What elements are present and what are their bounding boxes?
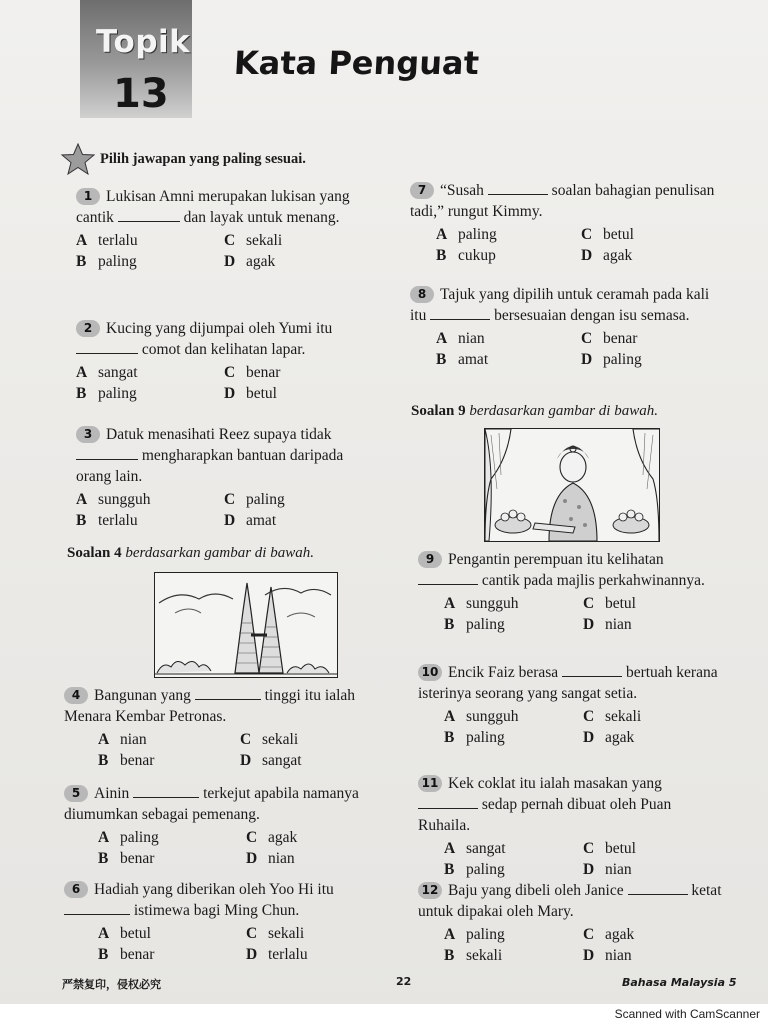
option-c[interactable]: C agak bbox=[246, 829, 298, 846]
option-d[interactable]: D betul bbox=[224, 385, 277, 402]
option-b[interactable]: B paling bbox=[444, 729, 505, 746]
question-4: 4 Bangunan yang tinggi itu ialah Menara Kembar Petronas. A nian C sekali B benar D sangat bbox=[64, 685, 382, 771]
question-5: 5 Ainin terkejut apabila namanya diumumkan sebagai pemenang. A paling C agak B benar D nian bbox=[64, 783, 394, 869]
option-b[interactable]: B paling bbox=[444, 616, 505, 633]
options bbox=[64, 923, 394, 965]
option-d[interactable]: D nian bbox=[583, 616, 632, 633]
question-number: 1 bbox=[76, 188, 100, 205]
option-a[interactable]: A paling bbox=[444, 926, 505, 943]
question-number: 11 bbox=[418, 775, 442, 792]
options bbox=[418, 593, 722, 635]
option-d[interactable]: D paling bbox=[581, 351, 642, 368]
options bbox=[76, 489, 372, 531]
options bbox=[64, 827, 394, 869]
option-a[interactable]: A paling bbox=[98, 829, 159, 846]
option-b[interactable]: B paling bbox=[444, 861, 505, 878]
question-11: 11 Kek coklat itu ialah masakan yang sedap pernah dibuat oleh Puan Ruhaila. A sangat C betul B paling D nian bbox=[418, 773, 722, 880]
answer-blank bbox=[430, 306, 490, 320]
answer-blank bbox=[562, 663, 622, 677]
option-a[interactable]: A terlalu bbox=[76, 232, 138, 249]
option-b[interactable]: B paling bbox=[76, 253, 137, 270]
option-a[interactable]: A sungguh bbox=[444, 708, 519, 725]
option-c[interactable]: C paling bbox=[224, 491, 285, 508]
option-d[interactable]: D amat bbox=[224, 512, 277, 529]
instruction-row bbox=[60, 143, 306, 175]
option-b[interactable]: B benar bbox=[98, 850, 155, 867]
soalan-9-heading: Soalan 9 berdasarkan gambar di bawah. bbox=[411, 403, 658, 419]
option-c[interactable]: C agak bbox=[583, 926, 635, 943]
question-number: 4 bbox=[64, 687, 88, 704]
question-number: 2 bbox=[76, 320, 100, 337]
option-c[interactable]: C sekali bbox=[240, 731, 299, 748]
option-b[interactable]: B amat bbox=[436, 351, 489, 368]
option-a[interactable]: A betul bbox=[98, 925, 151, 942]
question-number: 3 bbox=[76, 426, 100, 443]
answer-blank bbox=[628, 881, 688, 895]
option-c[interactable]: C betul bbox=[583, 595, 636, 612]
question-number: 8 bbox=[410, 286, 434, 303]
options bbox=[76, 362, 372, 404]
option-b[interactable]: B cukup bbox=[436, 247, 496, 264]
bride-illustration bbox=[484, 428, 660, 542]
option-d[interactable]: D sangat bbox=[240, 752, 302, 769]
option-d[interactable]: D nian bbox=[583, 947, 632, 964]
star-icon bbox=[60, 143, 96, 175]
page-number: 22 bbox=[396, 975, 412, 988]
question-8: 8 Tajuk yang dipilih untuk ceramah pada kali itu bersesuaian dengan isu semasa. A nian C benar B amat D paling bbox=[410, 284, 726, 370]
option-d[interactable]: D terlalu bbox=[246, 946, 308, 963]
option-c[interactable]: C benar bbox=[224, 364, 281, 381]
answer-blank bbox=[64, 901, 130, 915]
answer-blank bbox=[195, 686, 261, 700]
option-b[interactable]: B paling bbox=[76, 385, 137, 402]
book-title: Bahasa Malaysia 5 bbox=[622, 976, 737, 989]
option-a[interactable]: A sangat bbox=[444, 840, 506, 857]
question-2: 2 Kucing yang dijumpai oleh Yumi itu comot dan kelihatan lapar. A sangat C benar B paling D betul bbox=[76, 318, 372, 404]
answer-blank bbox=[76, 446, 138, 460]
question-number: 9 bbox=[418, 551, 442, 568]
answer-blank bbox=[488, 181, 548, 195]
option-a[interactable]: A paling bbox=[436, 226, 497, 243]
option-a[interactable]: A sungguh bbox=[76, 491, 151, 508]
answer-blank bbox=[418, 795, 478, 809]
option-c[interactable]: C betul bbox=[581, 226, 634, 243]
option-d[interactable]: D agak bbox=[583, 729, 635, 746]
option-b[interactable]: B benar bbox=[98, 946, 155, 963]
options bbox=[410, 224, 726, 266]
answer-blank bbox=[418, 571, 478, 585]
option-b[interactable]: B benar bbox=[98, 752, 155, 769]
question-12: 12 Baju yang dibeli oleh Janice ketat untuk dipakai oleh Mary. A paling C agak B sekali D nian bbox=[418, 882, 722, 964]
answer-blank bbox=[118, 208, 180, 222]
instruction-text: Pilih jawapan yang paling sesuai. bbox=[100, 150, 306, 167]
option-c[interactable]: C betul bbox=[583, 840, 636, 857]
answer-blank bbox=[76, 340, 138, 354]
question-3: 3 Datuk menasihati Reez supaya tidak mengharapkan bantuan daripada orang lain. A sungguh C paling B terlalu D amat bbox=[76, 424, 372, 531]
option-a[interactable]: A sungguh bbox=[444, 595, 519, 612]
question-number: 6 bbox=[64, 881, 88, 898]
scanner-watermark: Scanned with CamScanner bbox=[614, 1007, 760, 1021]
question-7: 7 “Susah soalan bahagian penulisan tadi,” rungut Kimmy. A paling C betul B cukup D agak bbox=[410, 180, 726, 266]
option-d[interactable]: D agak bbox=[224, 253, 276, 270]
scanner-watermark-bar bbox=[0, 1004, 768, 1024]
question-number: 12 bbox=[418, 882, 442, 899]
question-number: 10 bbox=[418, 664, 442, 681]
question-1: 1 Lukisan Amni merupakan lukisan yang cantik dan layak untuk menang. A terlalu C sekali B paling D agak bbox=[76, 186, 372, 272]
option-c[interactable]: C sekali bbox=[224, 232, 283, 249]
options bbox=[418, 838, 722, 880]
question-6: 6 Hadiah yang diberikan oleh Yoo Hi itu istimewa bagi Ming Chun. A betul C sekali B benar D terlalu bbox=[64, 879, 394, 965]
option-d[interactable]: D nian bbox=[583, 861, 632, 878]
question-9: 9 Pengantin perempuan itu kelihatan cantik pada majlis perkahwinannya. A sungguh C betul B paling D nian bbox=[418, 549, 722, 635]
option-a[interactable]: A nian bbox=[436, 330, 485, 347]
option-c[interactable]: C sekali bbox=[583, 708, 642, 725]
options bbox=[418, 706, 722, 748]
option-c[interactable]: C benar bbox=[581, 330, 638, 347]
option-d[interactable]: D nian bbox=[246, 850, 295, 867]
options bbox=[64, 729, 382, 771]
options bbox=[410, 328, 726, 370]
option-a[interactable]: A sangat bbox=[76, 364, 138, 381]
question-number: 5 bbox=[64, 785, 88, 802]
copyright-notice: 严禁复印，侵权必究 bbox=[62, 978, 161, 991]
question-10: 10 Encik Faiz berasa bertuah kerana isterinya seorang yang sangat setia. A sungguh C sekali B paling D agak bbox=[418, 662, 722, 748]
option-b[interactable]: B terlalu bbox=[76, 512, 138, 529]
option-d[interactable]: D agak bbox=[581, 247, 633, 264]
option-a[interactable]: A nian bbox=[98, 731, 147, 748]
petronas-towers-illustration bbox=[154, 572, 338, 678]
page-title: Kata Penguat bbox=[233, 44, 480, 82]
options bbox=[76, 230, 372, 272]
topic-label: Topik bbox=[96, 24, 191, 60]
answer-blank bbox=[133, 784, 199, 798]
question-number: 7 bbox=[410, 182, 434, 199]
topic-number: 13 bbox=[113, 71, 169, 117]
options bbox=[418, 924, 722, 966]
option-c[interactable]: C sekali bbox=[246, 925, 305, 942]
soalan-4-heading: Soalan 4 berdasarkan gambar di bawah. bbox=[67, 545, 314, 561]
option-b[interactable]: B sekali bbox=[444, 947, 503, 964]
